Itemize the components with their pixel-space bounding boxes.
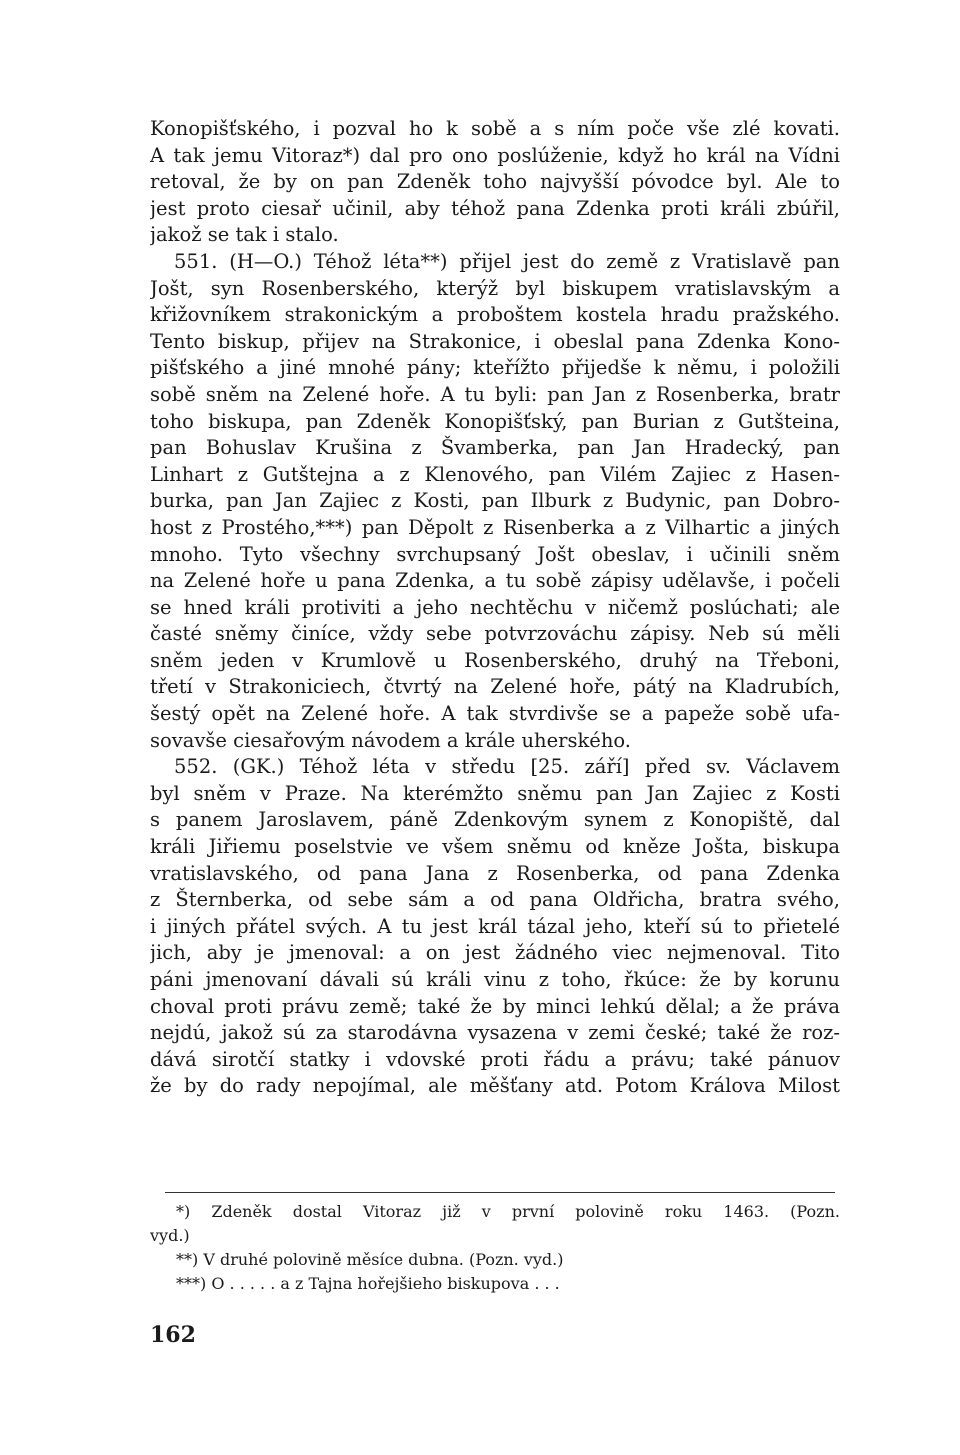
- text-line: křižovníkem strakonickým a proboštem kostela hradu pražského.: [150, 303, 840, 327]
- text-line: na Zelené hoře u pana Zdenka, a tu sobě zápisy udělavše, i počeli: [150, 569, 840, 593]
- text-line: jich, aby je jmenoval: a on jest žádného viec nejmenoval. Tito: [150, 941, 840, 965]
- text-line: choval proti právu země; také že by minci lehkú dělal; a že práva: [150, 994, 840, 1018]
- footnotes-block: [150, 1200, 840, 1296]
- text-line: nejdú, jakož sú za starodávna vysazena v zemi české; také že roz-: [150, 1021, 840, 1045]
- text-line: jest proto ciesař učinil, aby téhož pana Zdenka proti králi zbúřil,: [150, 196, 840, 220]
- text-line: sobě sněm na Zelené hoře. A tu byli: pan Jan z Rosenberka, bratr: [150, 382, 840, 406]
- footnote-line: ***) O . . . . . a z Tajna hořejšieho biskupova . . .: [176, 1274, 560, 1293]
- text-line: host z Prostého,***) pan Děpolt z Risenberka a z Vilhartic a jiných: [150, 515, 840, 539]
- text-line: sněm jeden v Krumlově u Rosenberského, druhý na Třeboni,: [150, 648, 840, 672]
- text-line: Tento biskup, přijev na Strakonice, i obeslal pana Zdenka Kono-: [150, 329, 840, 353]
- text-line: šestý opět na Zelené hoře. A tak stvrdivše se a papeže sobě ufa-: [150, 702, 840, 726]
- text-line: s panem Jaroslavem, páně Zdenkovým synem z Konopiště, dal: [150, 808, 840, 832]
- text-line: jakož se tak i stalo.: [150, 223, 339, 247]
- text-line: A tak jemu Vitoraz*) dal pro ono poslúženie, když ho král na Vídni: [150, 143, 840, 167]
- text-line: z Šternberka, od sebe sám a od pana Oldřicha, bratra svého,: [150, 888, 840, 912]
- text-line: Konopišťského, i pozval ho k sobě a s ním poče vše zlé kovati.: [150, 117, 840, 140]
- text-line: dává sirotčí statky i vdovské proti řádu a právu; také pánuov: [150, 1047, 840, 1071]
- main-text-block: [150, 116, 840, 1100]
- page-number: 162: [150, 1322, 196, 1348]
- text-line: mnoho. Tyto všechny svrchupsaný Jošt obeslav, i učinili sněm: [150, 542, 840, 566]
- footnote-line: vyd.): [150, 1226, 190, 1245]
- footnote-line: **) V druhé polovině měsíce dubna. (Pozn. vyd.): [176, 1250, 564, 1269]
- text-line: 551. (H—O.) Téhož léta**) přijel jest do země z Vratislavě pan: [174, 249, 840, 273]
- text-line: toho biskupa, pan Zdeněk Konopišťský, pan Burian z Gutšteina,: [150, 409, 840, 433]
- footnote-line: *) Zdeněk dostal Vitoraz již v první polovině roku 1463. (Pozn.: [176, 1202, 840, 1221]
- text-line: retoval, že by on pan Zdeněk toho najvyšší póvodce byl. Ale to: [150, 170, 840, 194]
- text-line: Linhart z Gutštejna a z Klenového, pan Vilém Zajiec z Hasen-: [150, 462, 840, 486]
- text-line: pišťského a jiné mnohé pány; kteřížto přijedše k němu, i položili: [150, 356, 840, 380]
- footnote-separator: [165, 1192, 835, 1193]
- text-line: i jiných přátel svých. A tu jest král tázal jeho, kteří sú to přietelé: [150, 914, 840, 938]
- text-line: králi Jiřiemu poselstvie ve všem sněmu od kněze Jošta, biskupa: [150, 835, 840, 859]
- text-line: sovavše ciesařovým návodem a krále uherského.: [150, 728, 631, 752]
- text-line: byl sněm v Praze. Na kterémžto sněmu pan Jan Zajiec z Kosti: [150, 781, 840, 805]
- text-line: že by do rady nepojímal, ale měšťany atd. Potom Králova Milost: [150, 1074, 840, 1098]
- text-line: časté sněmy činíce, vždy sebe potvrzováchu zápisy. Neb sú měli: [150, 622, 840, 646]
- text-line: 552. (GK.) Téhož léta v středu [25. září] před sv. Václavem: [174, 755, 840, 779]
- text-line: burka, pan Jan Zajiec z Kosti, pan Ilburk z Budynic, pan Dobro-: [150, 489, 840, 513]
- text-line: se hned králi protiviti a jeho nechtěchu v ničemž poslúchati; ale: [150, 595, 840, 619]
- text-line: vratislavského, od pana Jana z Rosenberka, od pana Zdenka: [150, 861, 840, 885]
- text-line: Jošt, syn Rosenberského, kterýž byl biskupem vratislavským a: [150, 276, 840, 300]
- text-line: páni jmenovaní dávali sú králi vinu z toho, řkúce: že by korunu: [150, 968, 840, 991]
- text-line: pan Bohuslav Krušina z Švamberka, pan Jan Hradecký, pan: [150, 436, 840, 460]
- text-line: třetí v Strakoniciech, čtvrtý na Zelené hoře, pátý na Kladrubích,: [150, 675, 840, 699]
